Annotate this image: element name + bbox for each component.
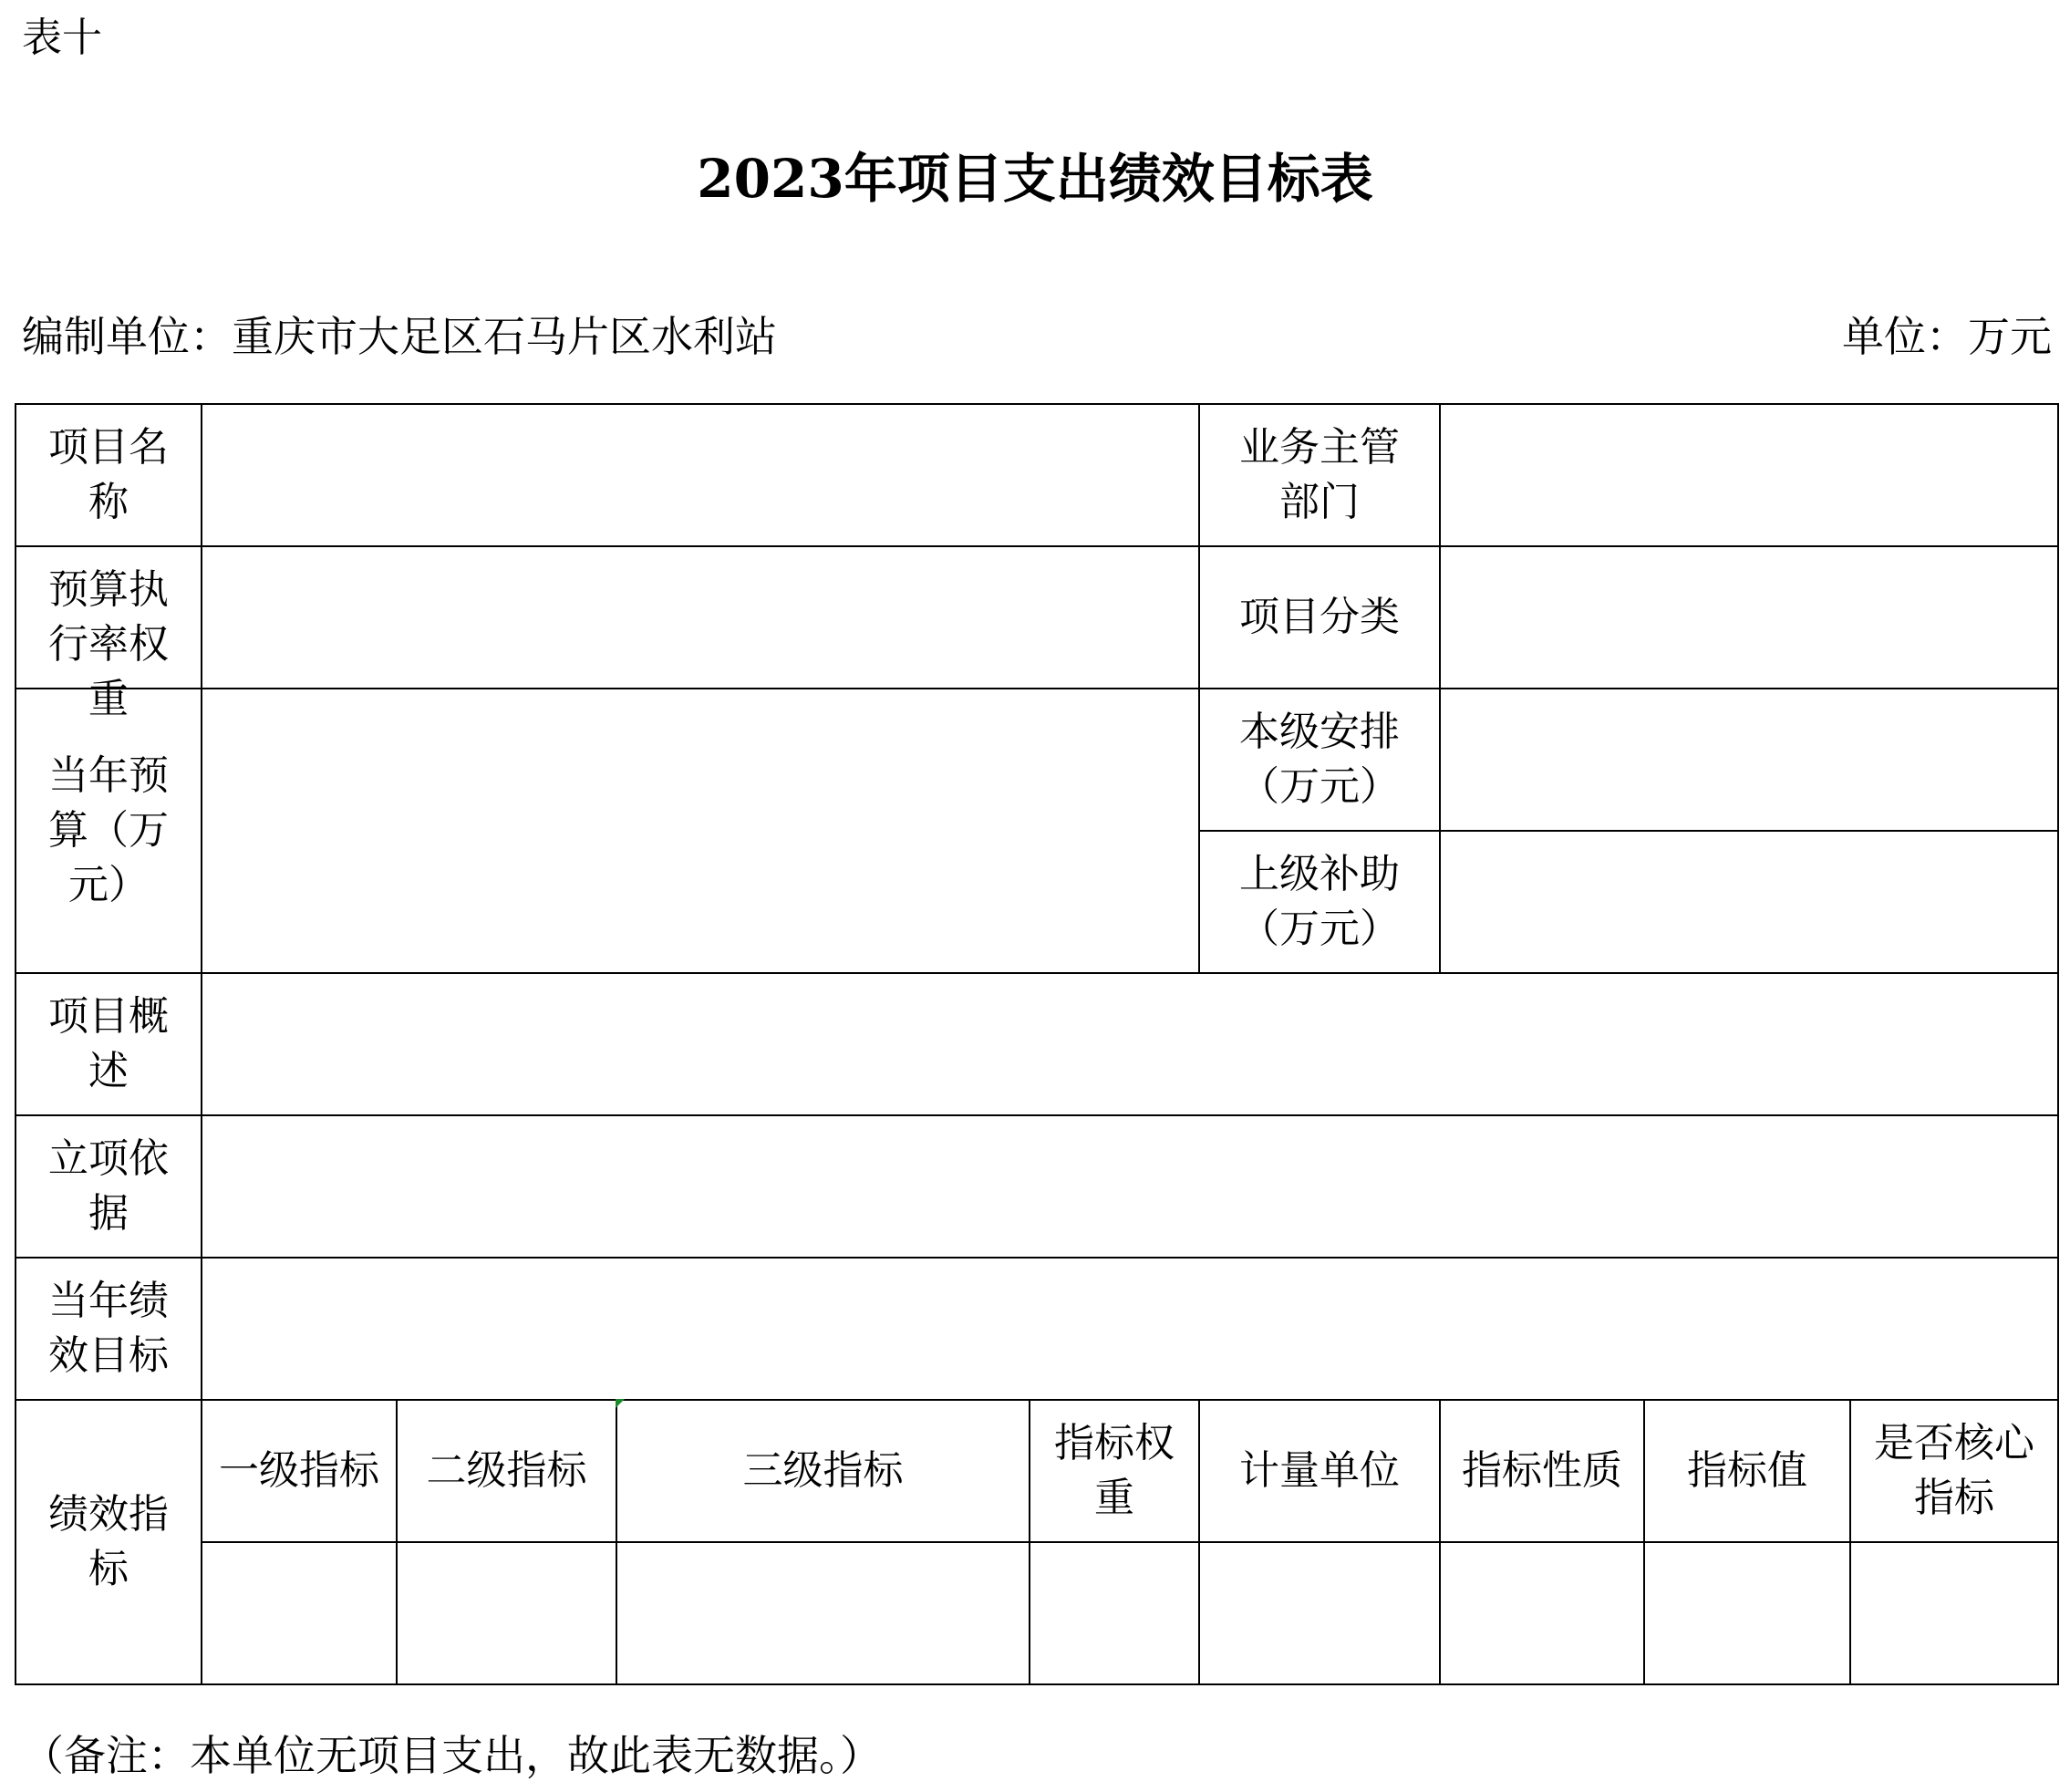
indicator-header-weight-cell — [1030, 1400, 1199, 1542]
annual-budget-value — [202, 689, 1199, 973]
indicator-header-nature: 指标性质 — [1440, 1400, 1644, 1542]
indicator-cell-core — [1850, 1542, 2058, 1684]
indicator-cell-value — [1644, 1542, 1850, 1684]
overview-value — [202, 973, 2058, 1115]
annual-goal-label: 当年绩效目标 — [48, 1278, 169, 1379]
local-arrange-value — [1440, 689, 2058, 831]
indicator-label-cell — [16, 1400, 202, 1684]
local-arrange-label: 本级安排（万元） — [1239, 709, 1400, 810]
annual-budget-label-cell — [16, 689, 202, 973]
category-label-cell — [1199, 546, 1440, 689]
indicator-header-level2: 二级指标 — [397, 1400, 616, 1542]
page-title: 2023年项目支出绩效目标表 — [697, 148, 1373, 210]
basis-value — [202, 1115, 2058, 1258]
indicator-header-level1: 一级指标 — [202, 1400, 397, 1542]
indicator-header-weight: 指标权重 — [1054, 1420, 1175, 1521]
budget-rate-label: 预算执行率权重 — [48, 566, 169, 722]
superior-subsidy-value — [1440, 831, 2058, 973]
budget-rate-label-cell — [16, 546, 202, 722]
indicator-cell-level3 — [616, 1542, 1030, 1684]
table-row — [16, 689, 2058, 831]
budget-rate-value — [202, 546, 1199, 689]
table-row — [16, 404, 2058, 546]
annual-goal-label-cell — [16, 1258, 202, 1400]
compiling-unit: 编制单位：重庆市大足区石马片区水利站 — [22, 312, 777, 361]
dept-value — [1440, 404, 2058, 546]
performance-target-table — [15, 403, 2059, 1685]
table-row — [16, 1258, 2058, 1400]
table-row — [16, 973, 2058, 1115]
project-name-label-cell — [16, 404, 202, 546]
category-value — [1440, 546, 2058, 689]
indicator-cell-level2 — [397, 1542, 616, 1684]
indicator-cell-weight — [1030, 1542, 1199, 1684]
indicator-header-value: 指标值 — [1644, 1400, 1850, 1542]
dept-label-cell — [1199, 404, 1440, 546]
indicator-label: 绩效指标 — [48, 1491, 169, 1592]
annual-goal-value — [202, 1258, 2058, 1400]
local-arrange-label-cell — [1199, 689, 1440, 831]
table-row — [16, 1400, 2058, 1542]
indicator-cell-unit — [1199, 1542, 1440, 1684]
comment-marker — [616, 1399, 625, 1408]
project-name-label: 项目名称 — [48, 424, 169, 525]
annual-budget-label: 当年预算（万元） — [48, 752, 169, 908]
project-name-value — [202, 404, 1199, 546]
overview-label-cell — [16, 973, 202, 1115]
indicator-cell-nature — [1440, 1542, 1644, 1684]
table-row — [16, 1542, 2058, 1684]
indicator-cell-level1 — [202, 1542, 397, 1684]
overview-label: 项目概述 — [48, 993, 169, 1094]
indicator-header-level3: 三级指标 — [616, 1400, 1030, 1542]
basis-label-cell — [16, 1115, 202, 1258]
table-number: 表十 — [22, 15, 102, 61]
basis-label: 立项依据 — [48, 1135, 169, 1237]
dept-label: 业务主管部门 — [1239, 424, 1400, 525]
indicator-header-core-cell — [1850, 1400, 2058, 1542]
indicator-header-core: 是否核心指标 — [1874, 1420, 2035, 1521]
table-row — [16, 1115, 2058, 1258]
superior-subsidy-label: 上级补助（万元） — [1239, 851, 1400, 952]
currency-unit: 单位：万元 — [1842, 312, 2052, 361]
indicator-header-unit: 计量单位 — [1199, 1400, 1440, 1542]
category-label: 项目分类 — [1239, 594, 1400, 640]
table-row — [16, 546, 2058, 689]
superior-subsidy-label-cell — [1199, 831, 1440, 973]
footnote: （备注：本单位无项目支出，故此表无数据。） — [22, 1731, 882, 1780]
